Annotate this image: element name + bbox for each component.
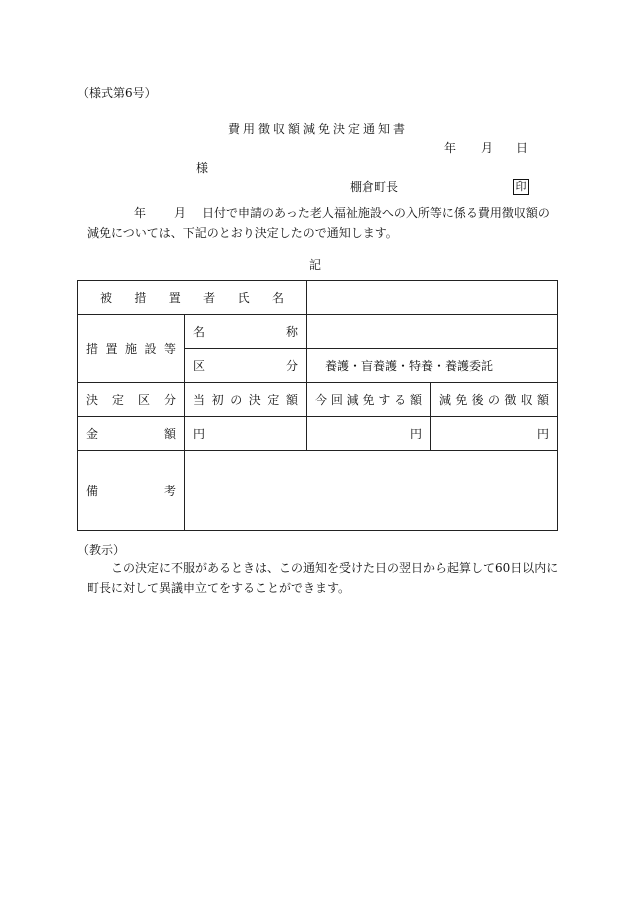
remarks-value-cell — [185, 451, 558, 531]
remarks-label-cell: 備 考 — [78, 451, 185, 531]
after-amount-cell: 円 — [431, 417, 558, 451]
notice-heading: （教示） — [77, 543, 126, 557]
name-label-cell: 被 措 置 者 氏 名 — [78, 281, 307, 315]
date-day: 日 — [516, 141, 529, 155]
body-line-2: 減免については、下記のとおり決定したので通知します。 — [87, 226, 398, 240]
kubun-label-cell: 区 分 — [185, 349, 307, 383]
form-number: （様式第6号） — [77, 86, 157, 100]
seal-icon: 印 — [513, 179, 529, 195]
after-reduction-header: 減 免 後 の 徴 収 額 — [431, 383, 558, 417]
issuer: 棚倉町長 — [350, 180, 399, 194]
body-line-1 — [77, 203, 557, 223]
kubun-value-cell: 養護・盲養護・特養・養護委託 — [307, 349, 558, 383]
initial-decision-header: 当 初 の 決 定 額 — [185, 383, 307, 417]
name-value-cell — [307, 281, 558, 315]
amount-label-cell: 金 額 — [78, 417, 185, 451]
document-title: 費用徴収額減免決定通知書 — [228, 122, 409, 136]
meisho-label-cell: 名 称 — [185, 315, 307, 349]
body-year: 年 — [134, 206, 147, 220]
reduction-amount-cell: 円 — [307, 417, 431, 451]
addressee-suffix: 様 — [196, 161, 209, 175]
initial-amount-cell: 円 — [185, 417, 307, 451]
decision-table — [77, 280, 558, 531]
reduction-header: 今 回 減 免 す る 額 — [307, 383, 431, 417]
notice-line-1: この決定に不服があるときは、この通知を受けた日の翌日から起算して60日以内に — [111, 561, 559, 575]
body-line-1-text: 日付で申請のあった老人福祉施設への入所等に係る費用徴収額の — [202, 206, 550, 220]
date-month: 月 — [481, 141, 494, 155]
notice-line-2: 町長に対して異議申立てをすることができます。 — [87, 581, 351, 595]
date-year: 年 — [444, 141, 457, 155]
ki-heading: 記 — [309, 258, 322, 272]
seal-mark — [513, 179, 529, 195]
facility-label-cell: 措 置 施 設 等 — [78, 315, 185, 383]
body-month: 月 — [174, 206, 187, 220]
meisho-value-cell — [307, 315, 558, 349]
decision-label-cell: 決 定 区 分 — [78, 383, 185, 417]
